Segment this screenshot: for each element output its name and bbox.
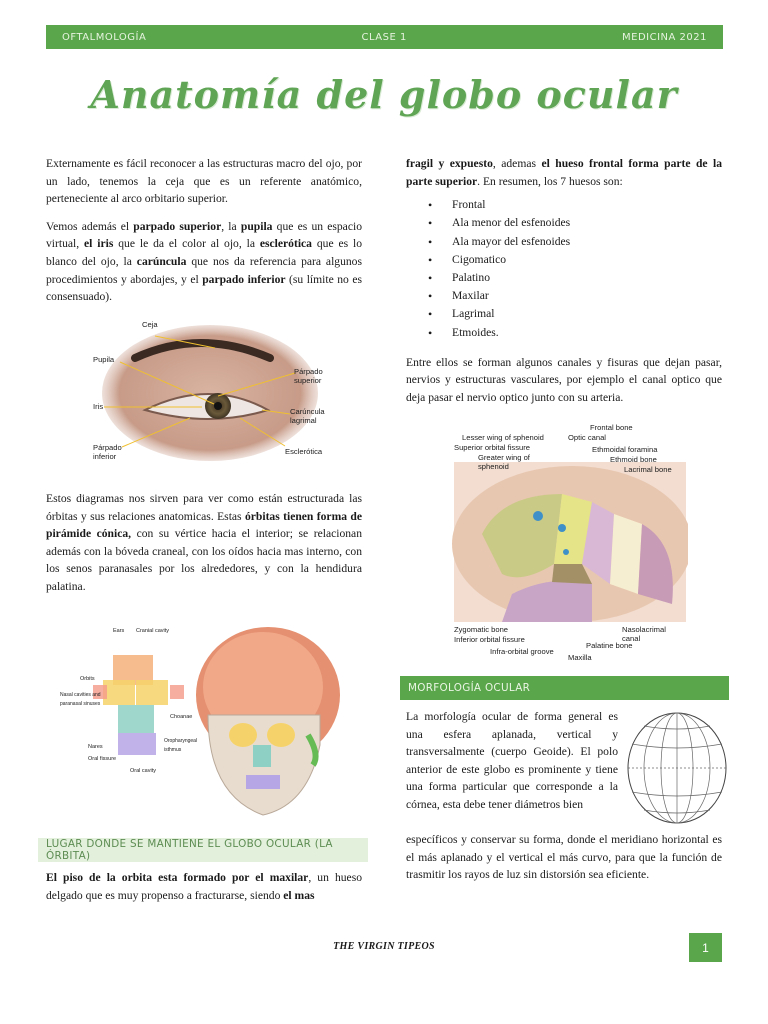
list-item: • Cigomatico	[428, 251, 722, 269]
label-cranial-cavity: Cranial cavity	[136, 628, 170, 634]
label-sinuses: Nasal cavities and paranasal sinuses	[60, 692, 101, 707]
list-item: • Ala menor del esfenoides	[428, 214, 722, 232]
label-oral-fissure: Oral fissure	[88, 756, 117, 762]
header-subject: OFTALMOLOGÍA	[62, 31, 147, 43]
header-year: MEDICINA 2021	[622, 31, 707, 43]
skull-illustration	[58, 625, 348, 825]
label-nasolacrimal-canal: Nasolacrimal canal	[622, 625, 666, 643]
label-iris: Iris	[93, 402, 104, 411]
label-zygomatic-bone: Zygomatic bone	[454, 625, 509, 634]
label-oral-cavity: Oral cavity	[130, 768, 156, 774]
orbit-floor-paragraph: El piso de la orbita esta formado por el maxilar, un hueso delgado que es muy propenso a fracturarse, siendo el mas	[46, 871, 362, 902]
orbit-section-title: LUGAR DONDE SE MANTIENE EL GLOBO OCULAR (LA ÓRBITA)	[38, 838, 368, 862]
orbit-floor-block	[46, 869, 362, 914]
globe-wireframe-icon	[626, 708, 728, 828]
label-ethmoidal-foramina: Ethmoidal foramina	[592, 445, 658, 454]
label-infraorbital-groove: Infra-orbital groove	[490, 647, 554, 656]
canals-paragraph: Entre ellos se forman algunos canales y fisuras que dejan pasar, nervios y estructuras vasculares, por ejemplo el canal optico que deja pasar el nervio optico junto con su arteria.	[406, 355, 722, 404]
label-choanae: Choanae	[170, 714, 193, 720]
skull-figure	[58, 625, 348, 825]
label-parpado-superior: Párpado superior	[294, 367, 323, 385]
structures-paragraph: Vemos además el parpado superior, la pupila que es un espacio virtual, el iris que le da el color al ojo, la esclerótica que es lo blanco del ojo, la carúncula que nos da referencia para algunos procedimientos y abordajes, y el parpado inferior (su límite no es consensuado).	[46, 219, 362, 304]
left-column	[46, 155, 362, 316]
label-superior-orbital-fissure: Superior orbital fissure	[454, 443, 530, 452]
label-optic-canal: Optic canal	[568, 433, 606, 442]
label-pupila: Pupila	[93, 355, 115, 364]
eye-figure	[90, 318, 340, 466]
label-greater-wing: Greater wing of sphenoid	[478, 453, 530, 471]
label-esclerotica: Esclerótica	[285, 447, 323, 456]
label-ceja: Ceja	[142, 320, 158, 329]
orbits-paragraph-block	[46, 490, 362, 606]
label-lesser-wing: Lesser wing of sphenoid	[462, 433, 544, 442]
bones-list	[406, 196, 722, 342]
page-title: Anatomía del globo ocular	[90, 72, 678, 117]
list-item: • Palatino	[428, 269, 722, 287]
label-maxilla: Maxilla	[568, 653, 592, 662]
list-item: • Ala mayor del esfenoides	[428, 233, 722, 251]
label-parpado-inferior: Párpado inferior	[93, 443, 122, 461]
header-class: CLASE 1	[361, 31, 407, 43]
label-ethmoid-bone: Ethmoid bone	[610, 455, 657, 464]
label-frontal-bone: Frontal bone	[590, 423, 633, 432]
bones-intro-paragraph: fragil y expuesto, ademas el hueso frontal forma parte de la parte superior. En resumen, los 7 huesos son:	[406, 157, 723, 188]
label-inferior-orbital-fissure: Inferior orbital fissure	[454, 635, 525, 644]
list-item: • Etmoides.	[428, 324, 722, 342]
intro-paragraph: Externamente es fácil reconocer a las estructuras macro del ojo, por un lado, tenemos la ceja que es un referente anatómico, perteneciente al arco orbitario superior.	[46, 157, 362, 206]
label-caruncula: Carúncula lagrimal	[290, 407, 325, 425]
label-ears: Ears	[113, 628, 125, 634]
orbits-paragraph: Estos diagramas nos sirven para ver como están estructurada las órbitas y sus relaciones anatomicas. Estas órbitas tienen forma de pirámide cónica, con su vértice hacia el interior; se relacionan además con la bóveda craneal, con los oídos hacia mas interno, con los senos paranasales por los alrededores, y con la hendidura palatina.	[46, 492, 362, 593]
morphology-paragraph-bottom: específicos y conservar su forma, donde el meridiano horizontal es el más aplanado y el vertical el más curvo, para que la función de trasmitir los rayos de luz sin distorsión sea eficiente.	[406, 833, 722, 882]
header-bar	[46, 25, 723, 49]
globe-figure	[626, 708, 728, 828]
orbit-bones-figure	[442, 424, 688, 664]
list-item: • Maxilar	[428, 287, 722, 305]
page-number: 1	[689, 933, 722, 962]
label-palatine-bone: Palatine bone	[586, 641, 633, 650]
list-item: • Lagrimal	[428, 305, 722, 323]
label-nares: Nares	[88, 744, 103, 750]
list-item: • Frontal	[428, 196, 722, 214]
footer-text: THE VIRGIN TIPEOS	[333, 941, 435, 952]
label-lacrimal-bone: Lacrimal bone	[624, 465, 672, 474]
label-orbits: Orbits	[80, 676, 95, 682]
right-column	[406, 155, 722, 417]
morphology-paragraph-top: La morfología ocular de forma general es una esfera aplanada, vertical y transversalmente (cuerpo Geoide). El polo anterior de este globo es prominente y tiene una forma particular que corresponde a la córnea, esta debe tener diámetros bien	[406, 710, 618, 811]
morphology-section-title: MORFOLOGÍA OCULAR	[400, 676, 729, 700]
label-oropharyngeal: Oropharyngeal isthmus	[164, 738, 198, 753]
